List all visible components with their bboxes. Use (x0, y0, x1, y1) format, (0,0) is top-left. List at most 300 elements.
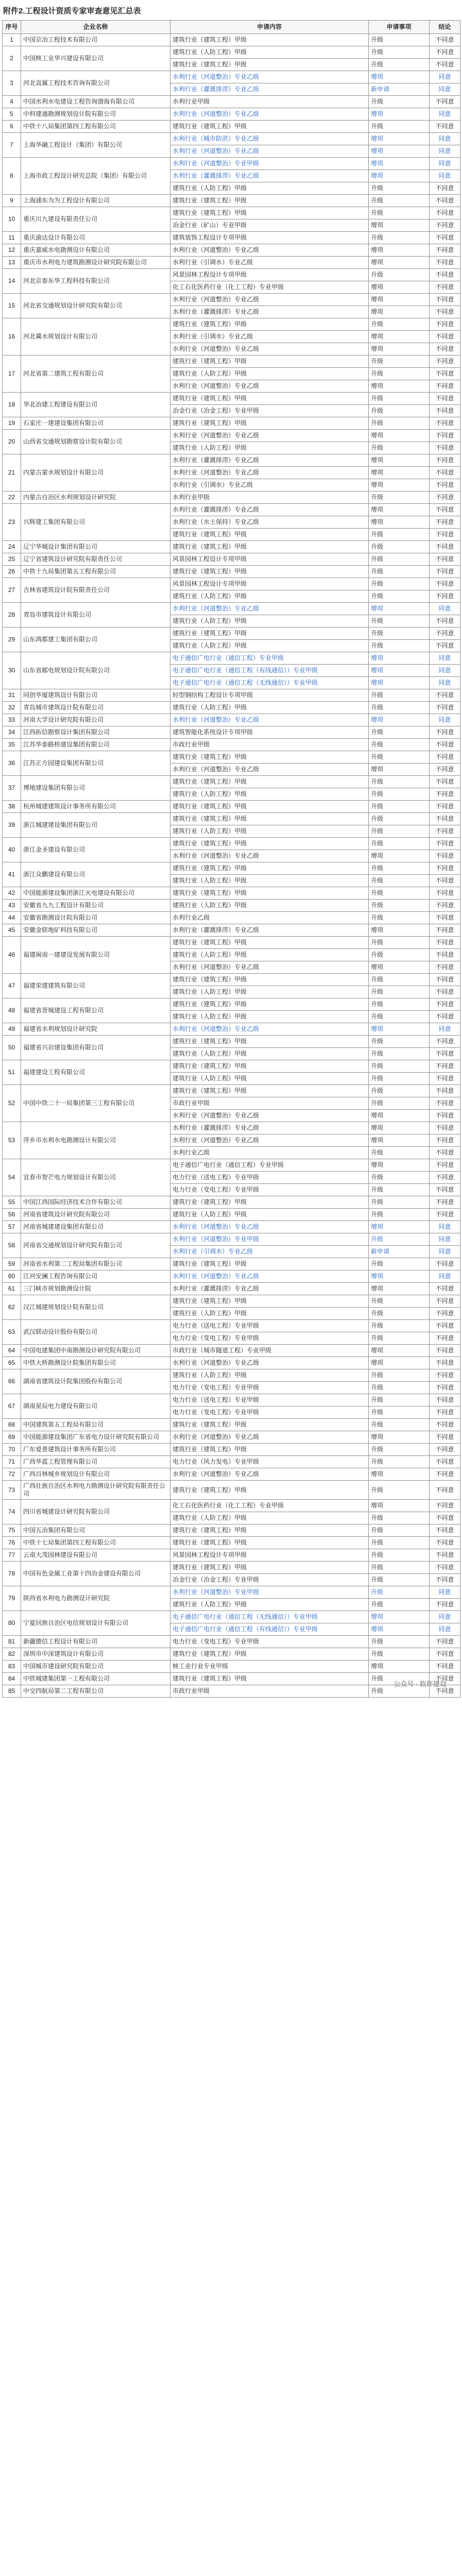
row-seq: 39 (3, 813, 21, 838)
row-content: 电子通信广电行业（通信工程（有线通信））专业甲级 (170, 665, 369, 677)
row-company: 内蒙古蒙水规划设计有限公司 (21, 454, 170, 492)
row-company: 上海华融工程设计（集团）有限公司 (21, 133, 170, 158)
row-apply: 增项 (369, 1468, 430, 1481)
row-result: 不同意 (430, 1295, 460, 1308)
row-apply: 升级 (369, 553, 430, 566)
row-content: 建筑行业（建筑工程）甲级 (170, 34, 369, 46)
row-content: 建筑行业（建筑工程）甲级 (170, 1524, 369, 1537)
row-seq: 53 (3, 1122, 21, 1159)
row-content: 水利行业（河道整治）专业乙级 (170, 294, 369, 306)
row-company: 重庆川九建设有限责任公司 (21, 207, 170, 232)
row-apply: 增项 (369, 677, 430, 689)
header-company: 企业名称 (21, 21, 170, 34)
row-content: 建筑行业（人防工程）甲级 (170, 1048, 369, 1060)
row-apply: 增项 (369, 1611, 430, 1623)
row-result: 不同意 (430, 1481, 460, 1500)
row-apply: 增项 (369, 714, 430, 726)
row-content: 建筑行业（建筑工程）甲级 (170, 1481, 369, 1500)
row-seq: 49 (3, 1023, 21, 1036)
row-content: 水利行业（灌溉排涝）专业乙级 (170, 924, 369, 937)
row-apply: 增项 (369, 603, 430, 615)
row-result: 不同意 (430, 380, 460, 393)
table-row (3, 46, 460, 59)
row-apply: 升级 (369, 801, 430, 813)
row-content: 建筑装饰工程设计专项甲级 (170, 232, 369, 244)
row-apply: 增项 (369, 1134, 430, 1147)
row-apply: 升级 (369, 1073, 430, 1085)
row-seq: 68 (3, 1419, 21, 1431)
row-seq: 51 (3, 1060, 21, 1085)
row-seq: 65 (3, 1357, 21, 1369)
row-content: 水利行业甲级 (170, 492, 369, 504)
row-company: 江西拓信勘察设计集团有限公司 (21, 726, 170, 739)
table-row (3, 1394, 460, 1406)
row-result: 不同意 (430, 516, 460, 529)
row-apply: 升级 (369, 442, 430, 454)
table-row (3, 702, 460, 714)
row-apply: 增项 (369, 1357, 430, 1369)
row-seq: 62 (3, 1295, 21, 1320)
table-row (3, 739, 460, 751)
row-result: 不同意 (430, 467, 460, 479)
row-content: 建筑行业（建筑工程）甲级 (170, 541, 369, 553)
row-company: 内蒙古自治区水利规划设计研究院 (21, 492, 170, 504)
row-content: 建筑行业（建筑工程）甲级 (170, 998, 369, 1011)
table-row (3, 1060, 460, 1073)
row-content: 建筑行业（建筑工程）甲级 (170, 318, 369, 331)
row-content: 建筑行业（人防工程）甲级 (170, 1369, 369, 1382)
row-company: 同创华厦建筑设计有限公司 (21, 689, 170, 702)
row-apply: 升级 (369, 1184, 430, 1196)
row-result: 不同意 (430, 1456, 460, 1468)
row-company: 重庆嘉威水电勘测设计有限公司 (21, 244, 170, 257)
row-result: 同意 (430, 1023, 460, 1036)
row-seq: 77 (3, 1549, 21, 1562)
row-seq: 44 (3, 912, 21, 924)
row-seq: 21 (3, 454, 21, 492)
row-result: 同意 (430, 1623, 460, 1636)
row-result: 不同意 (430, 1011, 460, 1023)
row-content: 水利行业（河道整治）专业乙级 (170, 1134, 369, 1147)
row-content: 水利行业（灌溉排涝）专业乙级 (170, 170, 369, 182)
row-company: 安徽省九九工程设计有限公司 (21, 900, 170, 912)
row-result: 不同意 (430, 825, 460, 838)
row-result: 不同意 (430, 751, 460, 764)
row-content: 水利行业（河道整治）专业乙级 (170, 1468, 369, 1481)
row-apply: 升级 (369, 1562, 430, 1574)
row-company: 辽宁省建筑设计研究院有限责任公司 (21, 553, 170, 566)
table-row (3, 652, 460, 665)
row-apply: 升级 (369, 998, 430, 1011)
table-row (3, 257, 460, 269)
row-content: 水利行业（引调水）专业乙级 (170, 1246, 369, 1258)
row-content: 建筑智能化系统设计专项甲级 (170, 726, 369, 739)
row-seq: 22 (3, 492, 21, 504)
row-content: 水利行业（河道整治）专业乙级 (170, 764, 369, 776)
row-seq: 13 (3, 257, 21, 269)
row-seq: 25 (3, 553, 21, 566)
row-company: 河南省交通规划设计研究院有限公司 (21, 1233, 170, 1258)
row-apply: 升级 (369, 46, 430, 59)
row-content: 水利行业（河道整治）专业乙级 (170, 108, 369, 121)
row-company: 中铁十七局集团第四工程有限公司 (21, 1537, 170, 1549)
row-company: 中国电建集团中南勘测设计研究院有限公司 (21, 1345, 170, 1357)
table-row (3, 244, 460, 257)
row-result: 不同意 (430, 1549, 460, 1562)
row-result: 不同意 (430, 195, 460, 207)
row-content: 电力行业（风力发电）专业甲级 (170, 1456, 369, 1468)
row-seq: 31 (3, 689, 21, 702)
row-apply: 增项 (369, 71, 430, 83)
table-row (3, 232, 460, 244)
row-company: 宜春市智芒电力规划设计有限公司 (21, 1159, 170, 1196)
row-company: 河南省水利第二工程局集团有限公司 (21, 1258, 170, 1270)
row-seq: 46 (3, 937, 21, 974)
row-apply: 升级 (369, 1444, 430, 1456)
row-company: 福建闽南一建建设发展有限公司 (21, 937, 170, 974)
row-company: 上海市政工程设计研究总院（集团）有限公司 (21, 158, 170, 195)
row-content: 电力行业（变电工程）专业甲级 (170, 1184, 369, 1196)
row-result: 不同意 (430, 121, 460, 133)
table-row (3, 566, 460, 578)
row-content: 建筑行业（建筑工程）甲级 (170, 838, 369, 850)
row-seq: 27 (3, 578, 21, 603)
row-seq: 19 (3, 417, 21, 430)
table-row (3, 1524, 460, 1537)
row-apply: 升级 (369, 912, 430, 924)
row-content: 建筑行业（建筑工程）甲级 (170, 1295, 369, 1308)
row-apply: 升级 (369, 1085, 430, 1097)
table-row (3, 1270, 460, 1283)
table-row (3, 1196, 460, 1209)
row-apply: 增项 (369, 145, 430, 158)
row-seq: 57 (3, 1221, 21, 1233)
row-company: 武汉联动设计股份有限公司 (21, 1320, 170, 1345)
row-seq: 80 (3, 1611, 21, 1636)
row-apply: 增项 (369, 665, 430, 677)
table-row (3, 998, 460, 1011)
row-apply: 升级 (369, 269, 430, 281)
row-content: 水利行业（灌溉排涝）专业乙级 (170, 306, 369, 318)
row-seq: 84 (3, 1673, 21, 1685)
row-apply: 增项 (369, 850, 430, 862)
row-company: 中国京冶工程技术有限公司 (21, 34, 170, 46)
row-result: 不同意 (430, 1048, 460, 1060)
row-result: 不同意 (430, 442, 460, 454)
row-company: 广西百林城乡规划设计有限公司 (21, 1468, 170, 1481)
row-result: 不同意 (430, 244, 460, 257)
header-seq: 序号 (3, 21, 21, 34)
row-seq: 41 (3, 862, 21, 887)
row-content: 风景园林工程设计专项甲级 (170, 1549, 369, 1562)
row-apply: 升级 (369, 974, 430, 986)
row-apply: 升级 (369, 232, 430, 244)
row-content: 电子通信广电行业（通信工程（无线通信））专业甲级 (170, 677, 369, 689)
row-apply: 升级 (369, 1233, 430, 1246)
row-apply: 升级 (369, 875, 430, 887)
row-result: 不同意 (430, 529, 460, 541)
row-result: 同意 (430, 170, 460, 182)
row-result: 不同意 (430, 294, 460, 306)
row-content: 风景园林工程设计专项甲级 (170, 553, 369, 566)
row-result: 不同意 (430, 566, 460, 578)
row-content: 建筑行业（人防工程）甲级 (170, 1308, 369, 1320)
row-result: 不同意 (430, 1357, 460, 1369)
row-content: 建筑行业（人防工程）甲级 (170, 1011, 369, 1023)
row-content: 建筑行业（建筑工程）甲级 (170, 393, 369, 405)
row-apply: 增项 (369, 108, 430, 121)
row-company: 陕西省水利电力勘测设计研究院 (21, 1586, 170, 1611)
row-seq: 67 (3, 1394, 21, 1419)
review-summary-table (2, 20, 460, 1698)
table-row (3, 862, 460, 875)
row-content: 建筑行业（人防工程）甲级 (170, 368, 369, 380)
row-company: 博地建设集团有限公司 (21, 776, 170, 801)
row-company: 云南大茂园林建设有限公司 (21, 1549, 170, 1562)
row-content: 水利行业（河道整治）专业乙级 (170, 430, 369, 442)
row-content: 建筑行业（建筑工程）甲级 (170, 1562, 369, 1574)
row-result: 同意 (430, 1270, 460, 1283)
row-result: 不同意 (430, 96, 460, 108)
row-content: 建筑行业（建筑工程）甲级 (170, 121, 369, 133)
row-apply: 升级 (369, 1648, 430, 1660)
table-row (3, 207, 460, 219)
row-result: 不同意 (430, 430, 460, 442)
row-seq: 38 (3, 801, 21, 813)
row-apply: 增项 (369, 764, 430, 776)
row-company: 青岛城市建筑设计院有限公司 (21, 702, 170, 714)
row-apply: 增项 (369, 1270, 430, 1283)
row-result: 同意 (430, 71, 460, 83)
row-seq: 4 (3, 96, 21, 108)
table-row (3, 430, 460, 442)
row-apply: 增项 (369, 1110, 430, 1122)
row-seq: 33 (3, 714, 21, 726)
row-content: 建筑行业（人防工程）甲级 (170, 900, 369, 912)
row-apply: 升级 (369, 1549, 430, 1562)
row-result: 同意 (430, 652, 460, 665)
row-content: 建筑行业（建筑工程）甲级 (170, 566, 369, 578)
row-content: 建筑行业（人防工程）甲级 (170, 875, 369, 887)
row-company: 江河安澜工程咨询有限公司 (21, 1270, 170, 1283)
row-content: 建筑行业（人防工程）甲级 (170, 1073, 369, 1085)
row-result: 不同意 (430, 1320, 460, 1332)
row-content: 建筑行业（人防工程）甲级 (170, 640, 369, 652)
row-content: 水利行业乙级 (170, 912, 369, 924)
row-seq: 35 (3, 739, 21, 751)
row-company: 重庆市水利电力建筑勘测设计研究院有限公司 (21, 257, 170, 269)
row-apply: 升级 (369, 1419, 430, 1431)
row-company: 吉林省建筑设计院有限责任公司 (21, 578, 170, 603)
row-apply: 升级 (369, 566, 430, 578)
table-row (3, 1562, 460, 1574)
row-apply: 升级 (369, 578, 430, 590)
row-apply: 升级 (369, 541, 430, 553)
row-content: 电力行业（变电工程）专业甲级 (170, 1406, 369, 1419)
row-company: 中铁十九局集团第五工程有限公司 (21, 566, 170, 578)
row-apply: 升级 (369, 689, 430, 702)
row-content: 水利行业乙级 (170, 1147, 369, 1159)
row-result: 不同意 (430, 924, 460, 937)
row-result: 不同意 (430, 393, 460, 405)
row-result: 不同意 (430, 1134, 460, 1147)
row-result: 不同意 (430, 998, 460, 1011)
row-seq: 36 (3, 751, 21, 776)
document-title: 附件2.工程设计资质专家审查意见汇总表 (3, 7, 141, 15)
row-company: 中铁城建集团第一工程有限公司 (21, 1673, 170, 1685)
row-company: 福建省水利规划设计研究院 (21, 1023, 170, 1036)
row-content: 建筑行业（人防工程）甲级 (170, 590, 369, 603)
row-company: 杭州城建建筑设计事务所有限公司 (21, 801, 170, 813)
row-apply: 升级 (369, 1512, 430, 1524)
row-seq: 85 (3, 1685, 21, 1698)
table-row (3, 1023, 460, 1036)
row-seq: 42 (3, 887, 21, 900)
row-apply: 新申请 (369, 1246, 430, 1258)
table-row (3, 801, 460, 813)
row-result: 不同意 (430, 875, 460, 887)
table-row (3, 294, 460, 306)
row-content: 电力行业（送电工程）专业甲级 (170, 1320, 369, 1332)
row-apply: 升级 (369, 368, 430, 380)
row-company: 江苏华泰路桥建设集团有限公司 (21, 739, 170, 751)
row-seq: 73 (3, 1481, 21, 1500)
row-result: 不同意 (430, 355, 460, 368)
row-apply: 升级 (369, 1574, 430, 1586)
row-apply: 升级 (369, 1382, 430, 1394)
row-apply: 升级 (369, 1295, 430, 1308)
row-apply: 升级 (369, 1481, 430, 1500)
row-company: 湖南星辰电力建设有限公司 (21, 1394, 170, 1419)
table-row (3, 887, 460, 900)
row-content: 建筑行业（建筑工程）甲级 (170, 1060, 369, 1073)
row-content: 建筑行业（建筑工程）甲级 (170, 974, 369, 986)
row-result: 不同意 (430, 838, 460, 850)
row-apply: 增项 (369, 924, 430, 937)
row-content: 水利行业（河道整治）专业乙级 (170, 1431, 369, 1444)
row-result: 不同意 (430, 1147, 460, 1159)
row-seq: 8 (3, 158, 21, 195)
row-result: 不同意 (430, 1036, 460, 1048)
row-apply: 升级 (369, 1636, 430, 1648)
row-content: 建筑行业（建筑工程）甲级 (170, 59, 369, 71)
row-result: 不同意 (430, 1660, 460, 1673)
row-apply: 升级 (369, 405, 430, 417)
row-apply: 升级 (369, 1308, 430, 1320)
row-result: 不同意 (430, 986, 460, 998)
row-apply: 增项 (369, 380, 430, 393)
row-seq: 1 (3, 34, 21, 46)
row-result: 不同意 (430, 590, 460, 603)
row-result: 不同意 (430, 1537, 460, 1549)
row-result: 不同意 (430, 59, 460, 71)
row-company: 四川省城建设计研究院有限公司 (21, 1500, 170, 1524)
row-result: 不同意 (430, 912, 460, 924)
row-seq: 3 (3, 71, 21, 96)
table-row (3, 417, 460, 430)
row-seq: 10 (3, 207, 21, 232)
row-apply: 升级 (369, 1320, 430, 1332)
row-apply: 升级 (369, 355, 430, 368)
row-content: 水利行业（河道整治）专业乙级 (170, 71, 369, 83)
row-result: 不同意 (430, 1599, 460, 1611)
row-content: 水利行业（河道整治）专业甲级 (170, 1233, 369, 1246)
row-content: 电子通信广电行业（通信工程（有线通信））专业甲级 (170, 1623, 369, 1636)
row-apply: 增项 (369, 1623, 430, 1636)
row-result: 不同意 (430, 306, 460, 318)
row-result: 不同意 (430, 1332, 460, 1345)
row-company: 中国核工业华兴建设有限公司 (21, 46, 170, 71)
row-apply: 增项 (369, 306, 430, 318)
row-seq: 16 (3, 318, 21, 355)
row-content: 电力行业（送电工程）专业甲级 (170, 1394, 369, 1406)
table-row (3, 1369, 460, 1382)
row-result: 不同意 (430, 1196, 460, 1209)
row-apply: 升级 (369, 393, 430, 405)
row-result: 不同意 (430, 281, 460, 294)
row-result: 同意 (430, 1246, 460, 1258)
row-seq: 66 (3, 1369, 21, 1394)
row-apply: 增项 (369, 257, 430, 269)
row-content: 水利行业（灌溉排涝）专业乙级 (170, 1283, 369, 1295)
row-content: 建筑行业（建筑工程）甲级 (170, 1444, 369, 1456)
row-company: 浙江城建建设集团有限公司 (21, 813, 170, 838)
table-row (3, 1233, 460, 1246)
row-result: 不同意 (430, 46, 460, 59)
row-apply: 升级 (369, 887, 430, 900)
table-row (3, 1611, 460, 1623)
row-company: 宁夏回族自治区电信规划设计有限公司 (21, 1611, 170, 1636)
row-content: 建筑行业（建筑工程）甲级 (170, 1673, 369, 1685)
header-content: 申请内容 (170, 21, 369, 34)
row-company: 中国能源建设集团广东省电力设计研究院有限公司 (21, 1431, 170, 1444)
row-apply: 增项 (369, 1221, 430, 1233)
row-result: 不同意 (430, 764, 460, 776)
row-apply: 升级 (369, 986, 430, 998)
row-apply: 升级 (369, 702, 430, 714)
row-result: 不同意 (430, 1512, 460, 1524)
row-seq: 12 (3, 244, 21, 257)
row-result: 不同意 (430, 343, 460, 355)
row-result: 不同意 (430, 1283, 460, 1295)
row-result: 不同意 (430, 257, 460, 269)
table-row (3, 1345, 460, 1357)
row-result: 不同意 (430, 739, 460, 751)
row-content: 水利行业（河道整治）专业乙级 (170, 1110, 369, 1122)
row-result: 不同意 (430, 1394, 460, 1406)
row-result: 不同意 (430, 541, 460, 553)
row-result: 同意 (430, 83, 460, 96)
row-content: 水利行业（河道整治）专业乙级 (170, 1221, 369, 1233)
row-result: 不同意 (430, 1097, 460, 1110)
row-content: 水利行业（河道整治）专业乙级 (170, 1270, 369, 1283)
row-seq: 52 (3, 1085, 21, 1122)
row-apply: 升级 (369, 1394, 430, 1406)
table-row (3, 1549, 460, 1562)
table-row (3, 1085, 460, 1097)
header-result: 结论 (430, 21, 460, 34)
row-company: 安徽金联地矿科技有限公司 (21, 924, 170, 937)
row-result: 不同意 (430, 1648, 460, 1660)
row-apply: 升级 (369, 34, 430, 46)
row-content: 建筑行业（建筑工程）甲级 (170, 1036, 369, 1048)
row-result: 不同意 (430, 862, 460, 875)
row-result: 同意 (430, 603, 460, 615)
row-content: 水利行业（河道整治）专业乙级 (170, 1023, 369, 1036)
row-seq: 29 (3, 628, 21, 652)
row-result: 不同意 (430, 219, 460, 232)
row-apply: 升级 (369, 492, 430, 504)
